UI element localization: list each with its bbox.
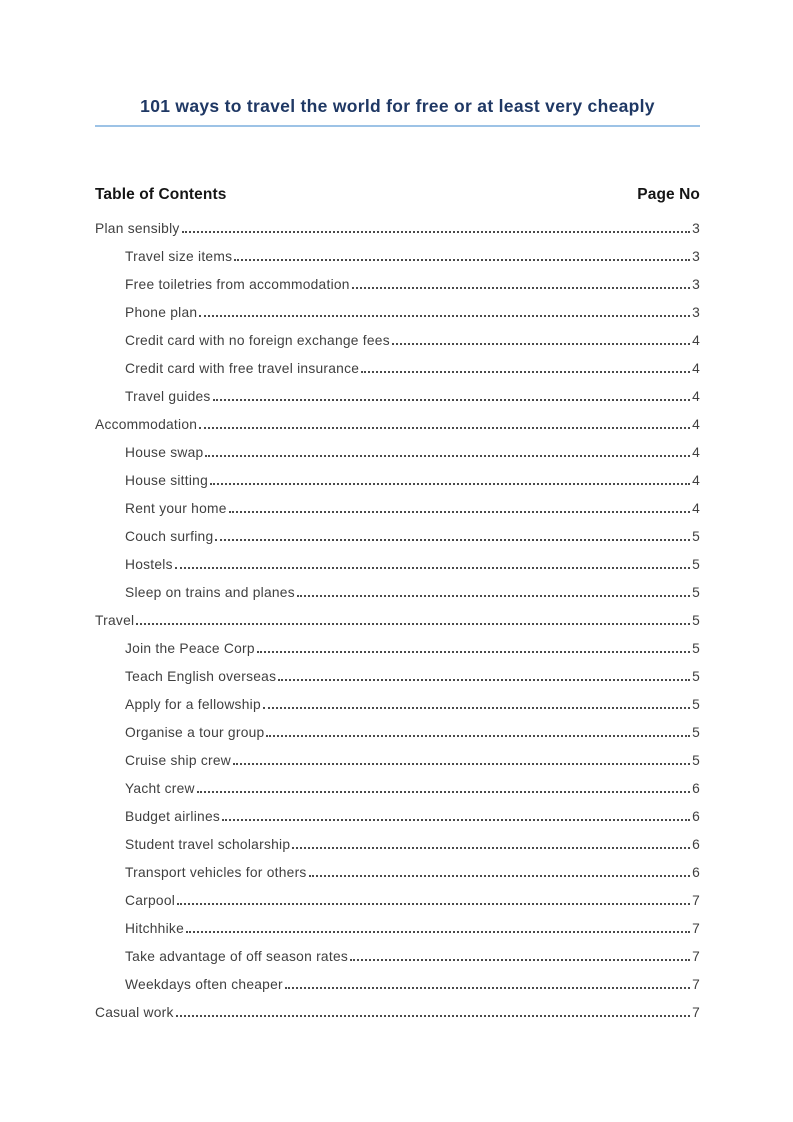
toc-entry[interactable]	[95, 467, 700, 495]
toc-entry[interactable]	[95, 691, 700, 719]
toc-entry-page: 5	[692, 753, 700, 768]
toc-dot-leader	[199, 427, 690, 429]
toc-dot-leader	[210, 483, 690, 485]
toc-entry-page: 5	[692, 641, 700, 656]
toc-entry-label: Yacht crew	[125, 781, 195, 796]
toc-entry-label: Join the Peace Corp	[125, 641, 255, 656]
toc-dot-leader	[285, 987, 690, 989]
toc-entry-label: House sitting	[125, 473, 209, 488]
toc-entry[interactable]	[95, 411, 700, 439]
toc-dot-leader	[136, 623, 690, 625]
toc-entry-page: 4	[692, 445, 700, 460]
toc-dot-leader	[392, 343, 690, 345]
toc-entry-label: Carpool	[125, 893, 176, 908]
toc-entry-page: 6	[692, 865, 700, 880]
toc-dot-leader	[176, 1015, 690, 1017]
toc-entry[interactable]	[95, 383, 700, 411]
toc-heading: Table of Contents	[95, 186, 227, 203]
toc-entry-page: 5	[692, 725, 700, 740]
toc-entry-page: 5	[692, 697, 700, 712]
toc-entry-label: Budget airlines	[125, 809, 221, 824]
toc-dot-leader	[175, 567, 690, 569]
toc-entry-label: Transport vehicles for others	[125, 865, 307, 880]
toc-entry-label: Couch surfing	[125, 529, 214, 544]
toc-dot-leader	[205, 455, 690, 457]
toc-entry[interactable]	[95, 803, 700, 831]
toc-entry-label: Rent your home	[125, 501, 227, 516]
toc-entry-page: 6	[692, 781, 700, 796]
toc-entry-page: 4	[692, 473, 700, 488]
toc-dot-leader	[229, 511, 690, 513]
toc-dot-leader	[350, 959, 690, 961]
toc-entry-label: Weekdays often cheaper	[125, 977, 283, 992]
toc-entry-page: 7	[692, 949, 700, 964]
toc-dot-leader	[263, 707, 690, 709]
toc-entry-label: Hitchhike	[125, 921, 184, 936]
toc-dot-leader	[266, 735, 690, 737]
toc-entry-label: Plan sensibly	[95, 221, 180, 236]
toc-dot-leader	[278, 679, 690, 681]
toc-entry-label: Credit card with no foreign exchange fees	[125, 333, 390, 348]
toc-entry-page: 6	[692, 837, 700, 852]
toc-entry-page: 7	[692, 977, 700, 992]
toc-entry[interactable]	[95, 355, 700, 383]
toc-entry[interactable]	[95, 887, 700, 915]
toc-dot-leader	[222, 819, 690, 821]
toc-entry-page: 7	[692, 893, 700, 908]
toc-entry[interactable]	[95, 943, 700, 971]
toc-entry-page: 5	[692, 613, 700, 628]
toc-entry[interactable]	[95, 439, 700, 467]
toc-dot-leader	[297, 595, 690, 597]
toc-dot-leader	[292, 847, 690, 849]
toc-entry[interactable]	[95, 635, 700, 663]
toc-entry[interactable]	[95, 243, 700, 271]
toc-entry-label: Apply for a fellowship	[125, 697, 261, 712]
toc-dot-leader	[182, 231, 691, 233]
toc-entry[interactable]	[95, 299, 700, 327]
toc-entry[interactable]	[95, 495, 700, 523]
toc-entry[interactable]	[95, 915, 700, 943]
toc-dot-leader	[199, 315, 690, 317]
toc-header	[95, 186, 700, 204]
toc-entry-page: 4	[692, 417, 700, 432]
toc-entry-page: 3	[692, 221, 700, 236]
toc-entry-page: 4	[692, 501, 700, 516]
toc-entry-label: Student travel scholarship	[125, 837, 291, 852]
toc-entry[interactable]	[95, 215, 700, 243]
toc-entry-page: 7	[692, 1005, 700, 1020]
toc-entry[interactable]	[95, 327, 700, 355]
toc-dot-leader	[233, 763, 690, 765]
toc-dot-leader	[213, 399, 691, 401]
toc-entry-label: Hostels	[125, 557, 173, 572]
toc-entry-label: Sleep on trains and planes	[125, 585, 295, 600]
toc-dot-leader	[197, 791, 690, 793]
toc-entry[interactable]	[95, 747, 700, 775]
toc-dot-leader	[309, 875, 690, 877]
toc-entry-label: Free toiletries from accommodation	[125, 277, 350, 292]
toc-entry-page: 5	[692, 669, 700, 684]
toc-entry[interactable]	[95, 999, 700, 1027]
toc-list	[95, 215, 700, 1027]
toc-dot-leader	[234, 259, 690, 261]
toc-entry-page: 5	[692, 529, 700, 544]
toc-entry-label: Credit card with free travel insurance	[125, 361, 360, 376]
toc-entry[interactable]	[95, 607, 700, 635]
toc-dot-leader	[352, 287, 690, 289]
toc-entry-page: 4	[692, 361, 700, 376]
page-no-column-label: Page No	[637, 186, 700, 203]
document-title: 101 ways to travel the world for free or at least very cheaply	[95, 96, 700, 127]
toc-entry[interactable]	[95, 579, 700, 607]
toc-entry-page: 5	[692, 585, 700, 600]
toc-entry[interactable]	[95, 719, 700, 747]
toc-entry-page: 3	[692, 305, 700, 320]
toc-dot-leader	[257, 651, 690, 653]
toc-entry[interactable]	[95, 859, 700, 887]
toc-entry[interactable]	[95, 663, 700, 691]
toc-entry-page: 4	[692, 389, 700, 404]
toc-entry-label: Phone plan	[125, 305, 198, 320]
toc-entry[interactable]	[95, 775, 700, 803]
toc-dot-leader	[186, 931, 690, 933]
toc-entry-label: Organise a tour group	[125, 725, 265, 740]
toc-entry-label: Casual work	[95, 1005, 174, 1020]
toc-entry-page: 6	[692, 809, 700, 824]
toc-entry-label: House swap	[125, 445, 204, 460]
toc-entry[interactable]	[95, 971, 700, 999]
toc-entry-label: Take advantage of off season rates	[125, 949, 349, 964]
toc-entry[interactable]	[95, 551, 700, 579]
toc-entry[interactable]	[95, 271, 700, 299]
toc-entry-label: Cruise ship crew	[125, 753, 231, 768]
toc-entry-label: Teach English overseas	[125, 669, 277, 684]
toc-entry-label: Travel	[95, 613, 135, 628]
toc-dot-leader	[361, 371, 690, 373]
toc-entry-label: Travel size items	[125, 249, 233, 264]
toc-entry[interactable]	[95, 831, 700, 859]
toc-entry-label: Travel guides	[125, 389, 211, 404]
toc-entry[interactable]	[95, 523, 700, 551]
toc-entry-page: 3	[692, 277, 700, 292]
toc-entry-page: 5	[692, 557, 700, 572]
toc-entry-page: 4	[692, 333, 700, 348]
toc-dot-leader	[215, 539, 690, 541]
toc-entry-label: Accommodation	[95, 417, 198, 432]
toc-entry-page: 3	[692, 249, 700, 264]
toc-entry-page: 7	[692, 921, 700, 936]
toc-dot-leader	[177, 903, 690, 905]
